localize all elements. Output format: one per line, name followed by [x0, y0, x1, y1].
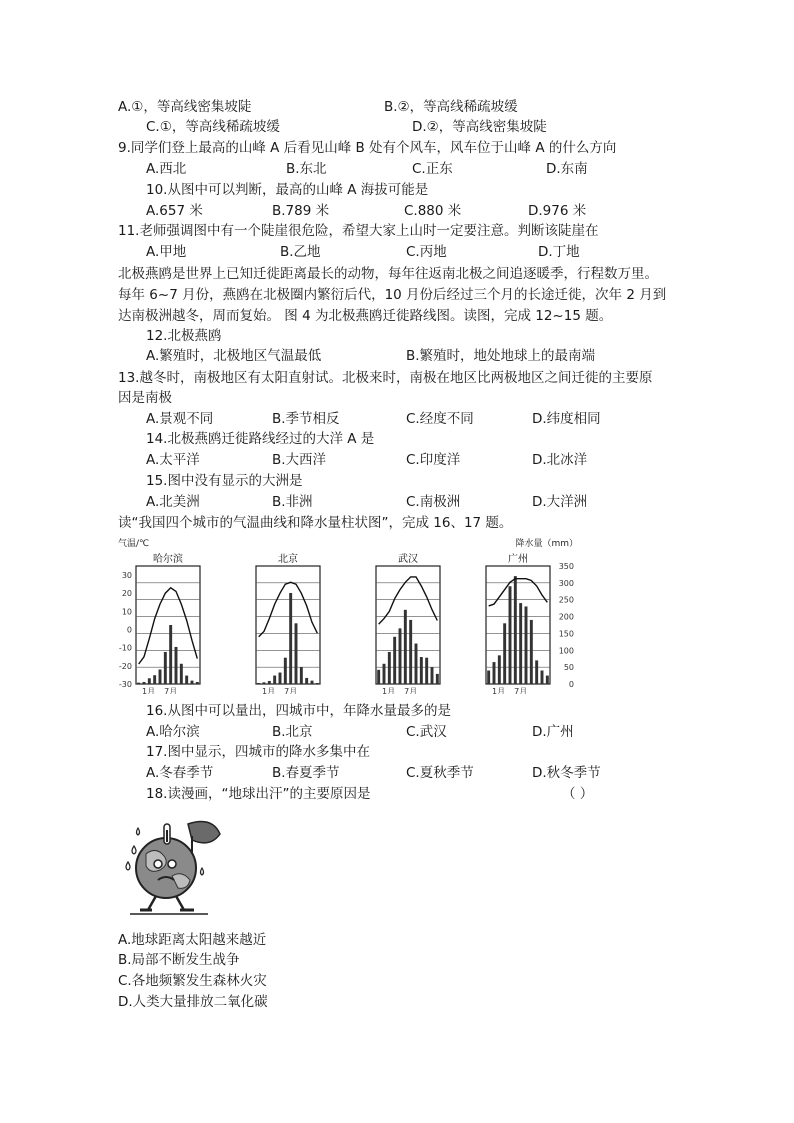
q8-option-c: C.①，等高线稀疏坡缓: [146, 119, 280, 135]
precip-bar: [180, 664, 183, 684]
q10-stem: 10.从图中可以判断，最高的山峰 A 海拔可能是: [146, 182, 429, 198]
precip-bar: [383, 664, 386, 684]
precip-bar: [399, 628, 402, 684]
precip-bar: [316, 683, 319, 684]
q18-option-d: D.人类大量排放二氧化碳: [118, 994, 268, 1010]
precip-bar: [530, 620, 533, 684]
sweating-earth-cartoon: [118, 806, 226, 916]
q17-option-a: A.冬春季节: [146, 765, 214, 781]
temp-axis-label: 气温/℃: [118, 539, 150, 549]
precip-bar: [148, 678, 151, 684]
precip-bar: [191, 681, 194, 684]
precip-tick-label: 350: [558, 562, 574, 571]
q14-option-d: D.北冰洋: [532, 452, 588, 468]
q14-option-c: C.印度洋: [406, 452, 461, 468]
precip-bar: [295, 623, 298, 684]
q9-option-c: C.正东: [412, 161, 453, 177]
q9-option-b: B.东北: [286, 161, 327, 177]
q10-option-d: D.976 米: [528, 203, 587, 219]
precip-bar: [289, 593, 292, 684]
q17-stem: 17.图中显示，四城市的降水多集中在: [146, 744, 370, 760]
q11-option-b: B.乙地: [280, 244, 321, 260]
precip-bar: [420, 657, 423, 684]
passage-1-line-2: 每年 6~7 月份，燕鸥在北极圈内繁衍后代，10 月份后经过三个月的长途迁徙，次年 2 月到: [118, 287, 667, 303]
q14-stem: 14.北极燕鸥迁徙路线经过的大洋 A 是: [146, 431, 375, 447]
temp-tick-label: 30: [121, 571, 132, 581]
q17-option-c: C.夏秋季节: [406, 765, 474, 781]
precip-bar: [503, 623, 506, 684]
precip-bar: [404, 610, 407, 684]
precip-axis-label: 降水量（mm）: [515, 539, 578, 549]
precip-bar: [164, 652, 167, 684]
q16-option-d: D.广州: [532, 724, 574, 740]
q17-option-b: B.春夏季节: [272, 765, 340, 781]
city-name: 广州: [508, 554, 528, 565]
precip-tick-label: 300: [558, 578, 574, 588]
q10-option-b: B.789 米: [272, 203, 330, 219]
passage-1-line-3: 达南极洲越冬，周而复始。 图 4 为北极燕鸥迁徙路线图。读图，完成 12~15 题。: [118, 308, 613, 324]
q11-option-c: C.丙地: [406, 244, 447, 260]
precip-bar: [541, 671, 544, 684]
passage-2: 读“我国四个城市的气温曲线和降水量柱状图”，完成 16、17 题。: [118, 515, 513, 531]
q15-option-a: A.北美洲: [146, 494, 200, 510]
precip-bar: [431, 667, 434, 684]
q8-option-a: A.①，等高线密集坡陡: [118, 99, 252, 115]
q11-stem: 11.老师强调图中有一个陡崖很危险，希望大家上山时一定要注意。判断该陡崖在: [118, 223, 599, 239]
precip-bar: [409, 620, 412, 684]
q13-option-a: A.景观不同: [146, 411, 214, 427]
q15-option-c: C.南极洲: [406, 494, 461, 510]
precip-tick-label: 50: [563, 663, 574, 673]
precip-bar: [425, 658, 428, 684]
x-tick-label: 1月: [142, 687, 156, 694]
precip-bar: [514, 576, 517, 684]
x-tick-label: 1月: [262, 687, 276, 694]
precip-bar: [159, 670, 162, 684]
precip-bar: [519, 603, 522, 684]
q10-option-a: A.657 米: [146, 203, 203, 219]
q13-option-b: B.季节相反: [272, 411, 340, 427]
precip-bar: [300, 667, 303, 684]
precip-bar: [284, 658, 287, 684]
q12-option-a: A.繁殖时，北极地区气温最低: [146, 348, 322, 364]
city-name: 哈尔滨: [153, 554, 183, 565]
q12-option-b: B.繁殖时，地处地球上的最南端: [406, 348, 596, 364]
precip-bar: [393, 637, 396, 684]
q9-stem: 9.同学们登上最高的山峰 A 后看见山峰 B 处有个风车，风车位于山峰 A 的什么方向: [118, 140, 617, 156]
temp-tick-label: 10: [121, 607, 132, 617]
precip-bar: [377, 670, 380, 684]
q16-stem: 16.从图中可以量出，四城市中，年降水量最多的是: [146, 703, 451, 719]
q13-option-d: D.纬度相同: [532, 411, 601, 427]
precip-bar: [153, 675, 156, 684]
q18-stem: 18.读漫画，“地球出汗”的主要原因是: [146, 786, 371, 802]
temp-tick-label: 20: [121, 589, 132, 599]
temp-tick-label: -30: [118, 680, 132, 689]
precip-bar: [525, 606, 528, 684]
q18-option-b: B.局部不断发生战争: [118, 952, 240, 968]
precip-bar: [185, 676, 188, 684]
q8-option-d: D.②，等高线密集坡陡: [412, 119, 547, 135]
precip-tick-label: 150: [558, 629, 574, 639]
q16-option-b: B.北京: [272, 724, 313, 740]
q13-option-c: C.经度不同: [406, 411, 474, 427]
q14-option-a: A.太平洋: [146, 452, 200, 468]
precip-bar: [257, 683, 260, 684]
precip-bar: [415, 644, 418, 684]
precip-tick-label: 200: [558, 612, 574, 622]
precip-bar: [546, 676, 549, 684]
q9-option-a: A.西北: [146, 161, 187, 177]
precip-bar: [436, 674, 439, 684]
precip-bar: [175, 647, 178, 684]
precip-bar: [263, 682, 266, 684]
city-name: 北京: [278, 554, 298, 565]
chart-frame: [376, 566, 440, 684]
precip-bar: [311, 681, 314, 684]
q9-option-d: D.东南: [546, 161, 588, 177]
precip-bar: [535, 660, 538, 684]
x-tick-label: 7月: [164, 687, 178, 694]
x-tick-label: 7月: [284, 687, 298, 694]
precip-bar: [169, 625, 172, 684]
city-name: 武汉: [398, 554, 418, 565]
q15-option-b: B.非洲: [272, 494, 313, 510]
q16-option-c: C.武汉: [406, 724, 447, 740]
precip-bar: [498, 655, 501, 684]
q15-option-d: D.大洋洲: [532, 494, 588, 510]
q12-stem: 12.北极燕鸥: [146, 328, 222, 344]
precip-tick-label: 0: [568, 680, 574, 689]
q15-stem: 15.图中没有显示的大洲是: [146, 473, 303, 489]
q13-stem-line-2: 因是南极: [118, 390, 172, 406]
temp-tick-label: -10: [118, 643, 132, 653]
q11-option-d: D.丁地: [538, 244, 580, 260]
q10-option-c: C.880 米: [404, 203, 462, 219]
precip-bar: [493, 662, 496, 684]
x-tick-label: 7月: [514, 687, 528, 694]
q14-option-b: B.大西洋: [272, 452, 327, 468]
x-tick-label: 1月: [492, 687, 506, 694]
q8-option-b: B.②，等高线稀疏坡缓: [384, 99, 518, 115]
x-tick-label: 1月: [382, 687, 396, 694]
climate-charts: [118, 536, 578, 694]
precip-bar: [143, 682, 146, 684]
q11-option-a: A.甲地: [146, 244, 187, 260]
q16-option-a: A.哈尔滨: [146, 724, 200, 740]
precip-bar: [509, 586, 512, 684]
passage-1-line-1: 北极燕鸥是世界上已知迁徙距离最长的动物，每年往返南北极之间追逐暖季，行程数万里。: [118, 266, 658, 282]
chart-frame: [136, 566, 200, 684]
q17-option-d: D.秋冬季节: [532, 765, 601, 781]
precip-bar: [137, 683, 140, 684]
precip-tick-label: 100: [558, 646, 574, 656]
temp-tick-label: 0: [126, 625, 132, 635]
q13-stem-line-1: 13.越冬时，南极地区有太阳直射试。北极来时，南极在地区比两极地区之间迁徙的主要原: [118, 370, 653, 386]
precip-bar: [388, 652, 391, 684]
q18-option-c: C.各地频繁发生森林火灾: [118, 973, 267, 989]
chart-frame: [486, 566, 550, 684]
precip-bar: [305, 678, 308, 684]
precip-tick-label: 250: [558, 595, 574, 605]
q18-answer-blank: （ ）: [562, 786, 594, 802]
precip-bar: [487, 671, 490, 684]
precip-bar: [196, 682, 199, 684]
precip-bar: [268, 681, 271, 684]
q18-option-a: A.地球距离太阳越来越近: [118, 932, 267, 948]
temp-tick-label: -20: [118, 661, 132, 671]
precip-bar: [273, 676, 276, 684]
x-tick-label: 7月: [404, 687, 418, 694]
precip-bar: [279, 673, 282, 684]
